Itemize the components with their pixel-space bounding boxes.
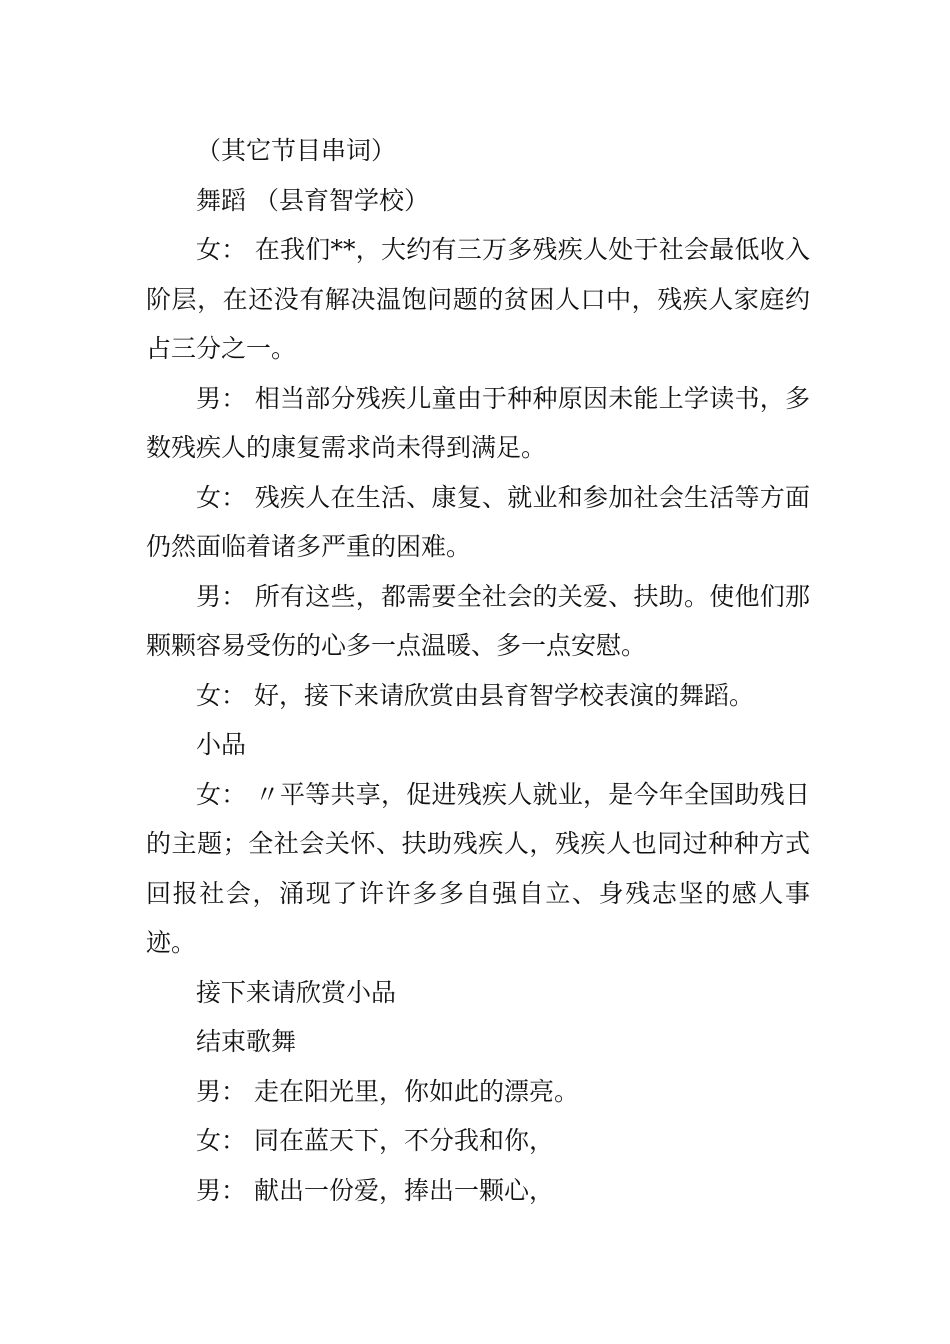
paragraph-female-line-1: 女： 在我们**，大约有三万多残疾人处于社会最低收入阶层，在还没有解决温饱问题的贫困人口中，残疾人家庭约占三分之一。 xyxy=(146,235,810,363)
document-body xyxy=(146,126,810,1215)
paragraph-skit-intro: 接下来请欣赏小品 xyxy=(196,977,397,1007)
paragraph-program-heading: （其它节目串词） xyxy=(196,136,397,165)
paragraph-male-line-2: 男： 所有这些，都需要全社会的关爱、扶助。使他们那颗颗容易受伤的心多一点温暖、多一点安慰。 xyxy=(146,581,810,660)
paragraph-female-line-4: 女： 〃平等共享，促进残疾人就业，是今年全国助残日的主题；全社会关怀、扶助残疾人，残疾人也同过种种方式回报社会，涌现了许许多多自强自立、身残志坚的感人事迹。 xyxy=(146,779,810,957)
paragraph-female-line-5: 女： 同在蓝天下，不分我和你， xyxy=(196,1126,554,1155)
paragraph-male-line-1: 男： 相当部分残疾儿童由于种种原因未能上学读书，多数残疾人的康复需求尚未得到满足。 xyxy=(146,383,810,462)
paragraph-finale-title: 结束歌舞 xyxy=(196,1027,297,1056)
paragraph-male-line-4: 男： 献出一份爱，捧出一颗心， xyxy=(196,1175,554,1205)
paragraph-dance-title: 舞蹈 （县育智学校） xyxy=(196,185,429,215)
paragraph-skit-title: 小品 xyxy=(196,730,247,759)
paragraph-female-line-2: 女： 残疾人在生活、康复、就业和参加社会生活等方面仍然面临着诸多严重的困难。 xyxy=(146,482,810,561)
paragraph-female-line-3: 女： 好，接下来请欣赏由县育智学校表演的舞蹈。 xyxy=(196,680,754,710)
paragraph-male-line-3: 男： 走在阳光里，你如此的漂亮。 xyxy=(196,1076,579,1106)
